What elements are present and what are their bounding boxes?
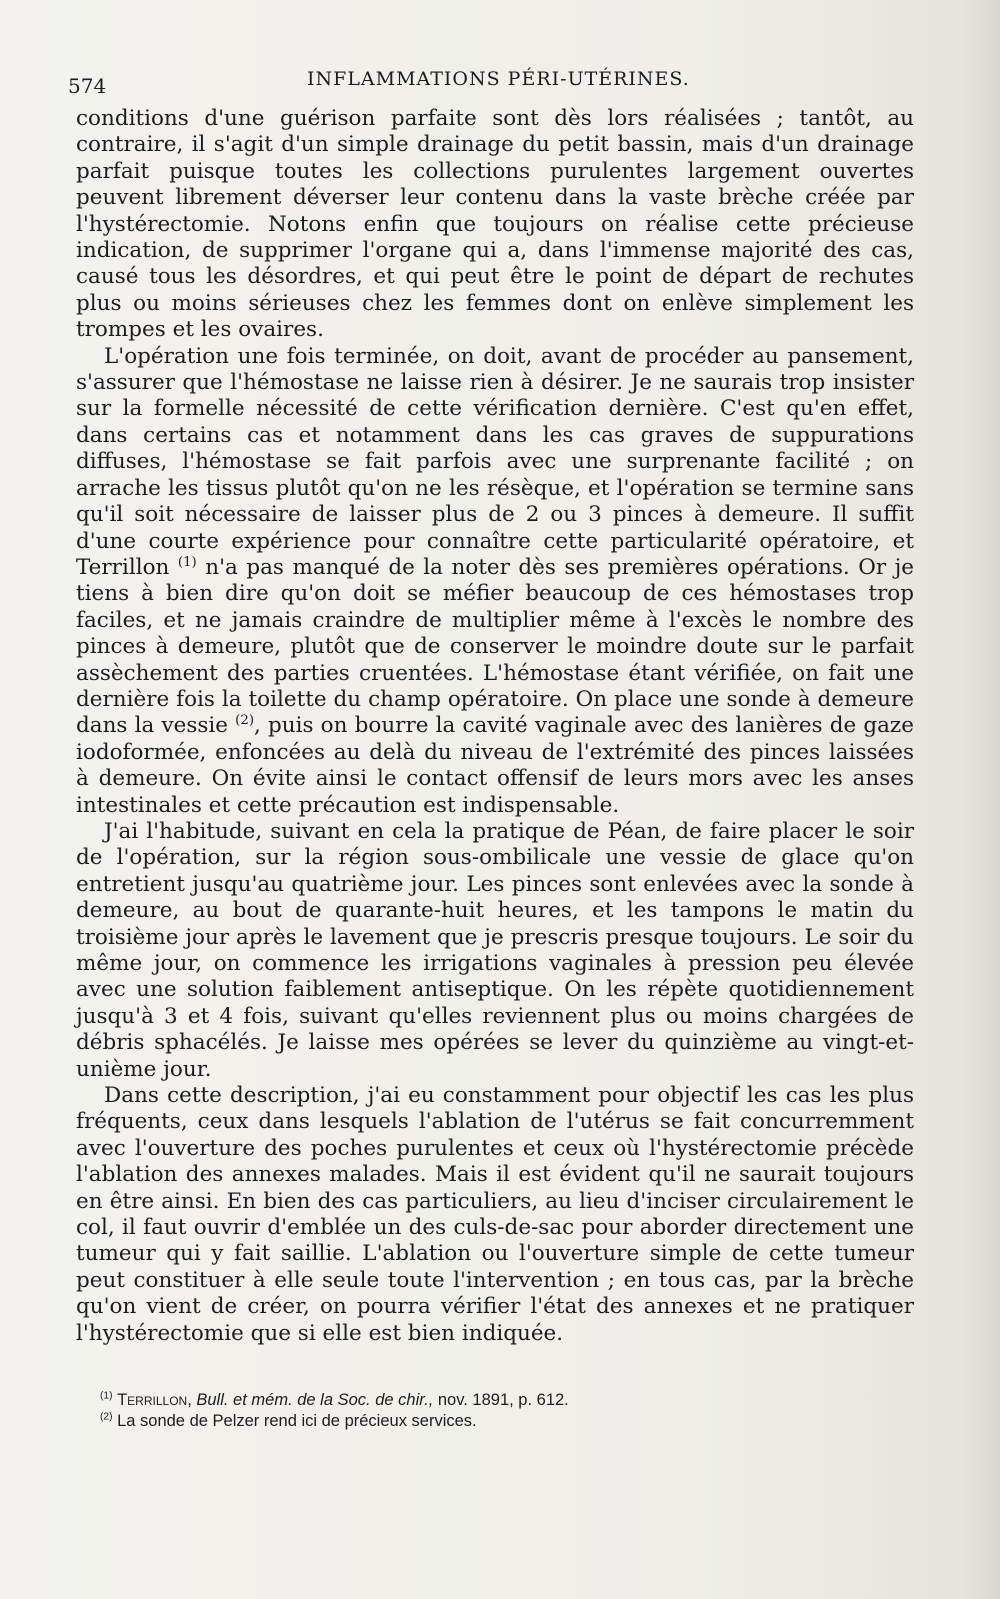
footnotes	[100, 1390, 880, 1432]
page-number: 574	[68, 74, 107, 98]
body-text	[76, 106, 914, 1347]
paragraph-2-part-1: L'opération une fois terminée, on doit, avant de procéder au pansement, s'assurer que l'hémostase ne laisse rien à désirer. Je ne saurais trop insister sur la formelle nécessité de cette vérification dernière. C'est qu'en effet, dans certains cas et notamment dans les cas graves de suppurations diffuses, l'hémostase se fait parfois avec une surprenante facilité ; on arrache les tissus plutôt qu'on ne les résèque, et l'opération se termine sans qu'il soit nécessaire de laisser plus de 2 ou 3 pinces à demeure. Il suffit d'une courte expérience pour connaître cette particularité opératoire, et Terrillon	[76, 343, 914, 580]
footnote-1	[100, 1390, 880, 1411]
paragraph-4: Dans cette description, j'ai eu constamment pour objectif les cas les plus fréquents, ceux dans lesquels l'ablation de l'utérus se fait concurremment avec l'ouverture des poches purulentes et ceux où l'hystérectomie précède l'ablation des annexes malades. Mais il est évident qu'il ne saurait toujours en être ainsi. En bien des cas particuliers, au lieu d'inciser circulairement le col, il faut ouvrir d'emblée un des culs-de-sac pour aborder directement une tumeur qui y fait saillie. L'ablation ou l'ouverture simple de cette tumeur peut constituer à elle seule toute l'intervention ; en tous cas, par la brèche qu'on vient de créer, on pourra vérifier l'état des annexes et ne pratiquer l'hystérectomie que si elle est bien indiquée.	[76, 1083, 914, 1346]
footnote-marker-1: (1)	[100, 1390, 113, 1402]
paragraph-3: J'ai l'habitude, suivant en cela la pratique de Péan, de faire placer le soir de l'opération, sur la région sous-ombilicale une vessie de glace qu'on entretient jusqu'au quatrième jour. Les pinces sont enlevées avec la sonde à demeure, au bout de quarante-huit heures, et les tampons le matin du troisième jour après le lavement que je prescris presque toujours. Le soir du même jour, on commence les irrigations vaginales à pression peu élevée avec une solution faiblement antiseptique. On les répète quotidiennement jusqu'à 3 et 4 fois, suivant qu'elles reviennent plus ou moins chargées de débris sphacélés. Je laisse mes opérées se lever du quinzième au vingt-et-unième jour.	[76, 818, 914, 1082]
paragraph-2-part-3: , puis on bourre la cavité vaginale avec des lanières de gaze iodoformée, enfoncées au delà du niveau de l'extrémité des pinces laissées à demeure. On évite ainsi le contact offensif de leurs mors avec les anses intestinales et cette précaution est indispensable.	[76, 713, 914, 818]
footnote-1-journal: Bull. et mém. de la Soc. de chir.,	[196, 1391, 434, 1409]
footnote-ref-1: (1)	[177, 554, 197, 570]
footnote-2-text: La sonde de Pelzer rend ici de précieux services.	[117, 1412, 477, 1430]
paragraph-2	[76, 344, 914, 819]
footnote-ref-2: (2)	[235, 713, 255, 729]
footnote-2	[100, 1411, 880, 1432]
footnote-1-details: nov. 1891, p. 612.	[437, 1391, 569, 1409]
paragraph-2-part-2: n'a pas manqué de la noter dès ses premières opérations. Or je tiens à bien dire qu'on doit se méfier beaucoup de ces hémostases trop faciles, et ne jamais craindre de multiplier même à l'excès le nombre des pinces à demeure, plutôt que de conserver le moindre doute sur le parfait assèchement des parties cruentées. L'hémostase étant vérifiée, on fait une dernière fois la toilette du champ opératoire. On place une sonde à demeure dans la vessie	[76, 554, 914, 739]
footnote-1-author: Terrillon,	[117, 1391, 192, 1409]
paragraph-1: conditions d'une guérison parfaite sont dès lors réalisées ; tantôt, au contraire, il s'agit d'un simple drainage du petit bassin, mais d'un drainage parfait puisque toutes les collections purulentes largement ouvertes peuvent librement déverser leur contenu dans la vaste brèche créée par l'hystérectomie. Notons enfin que toujours on réalise cette précieuse indication, de supprimer l'organe qui a, dans l'immense majorité des cas, causé tous les désordres, et qui peut être le point de départ de rechutes plus ou moins sérieuses chez les femmes dont on enlève simplement les trompes et les ovaires.	[76, 106, 914, 343]
page-header	[68, 62, 928, 98]
footnote-marker-2: (2)	[100, 1411, 113, 1423]
running-title: INFLAMMATIONS PÉRI-UTÉRINES.	[307, 68, 690, 90]
